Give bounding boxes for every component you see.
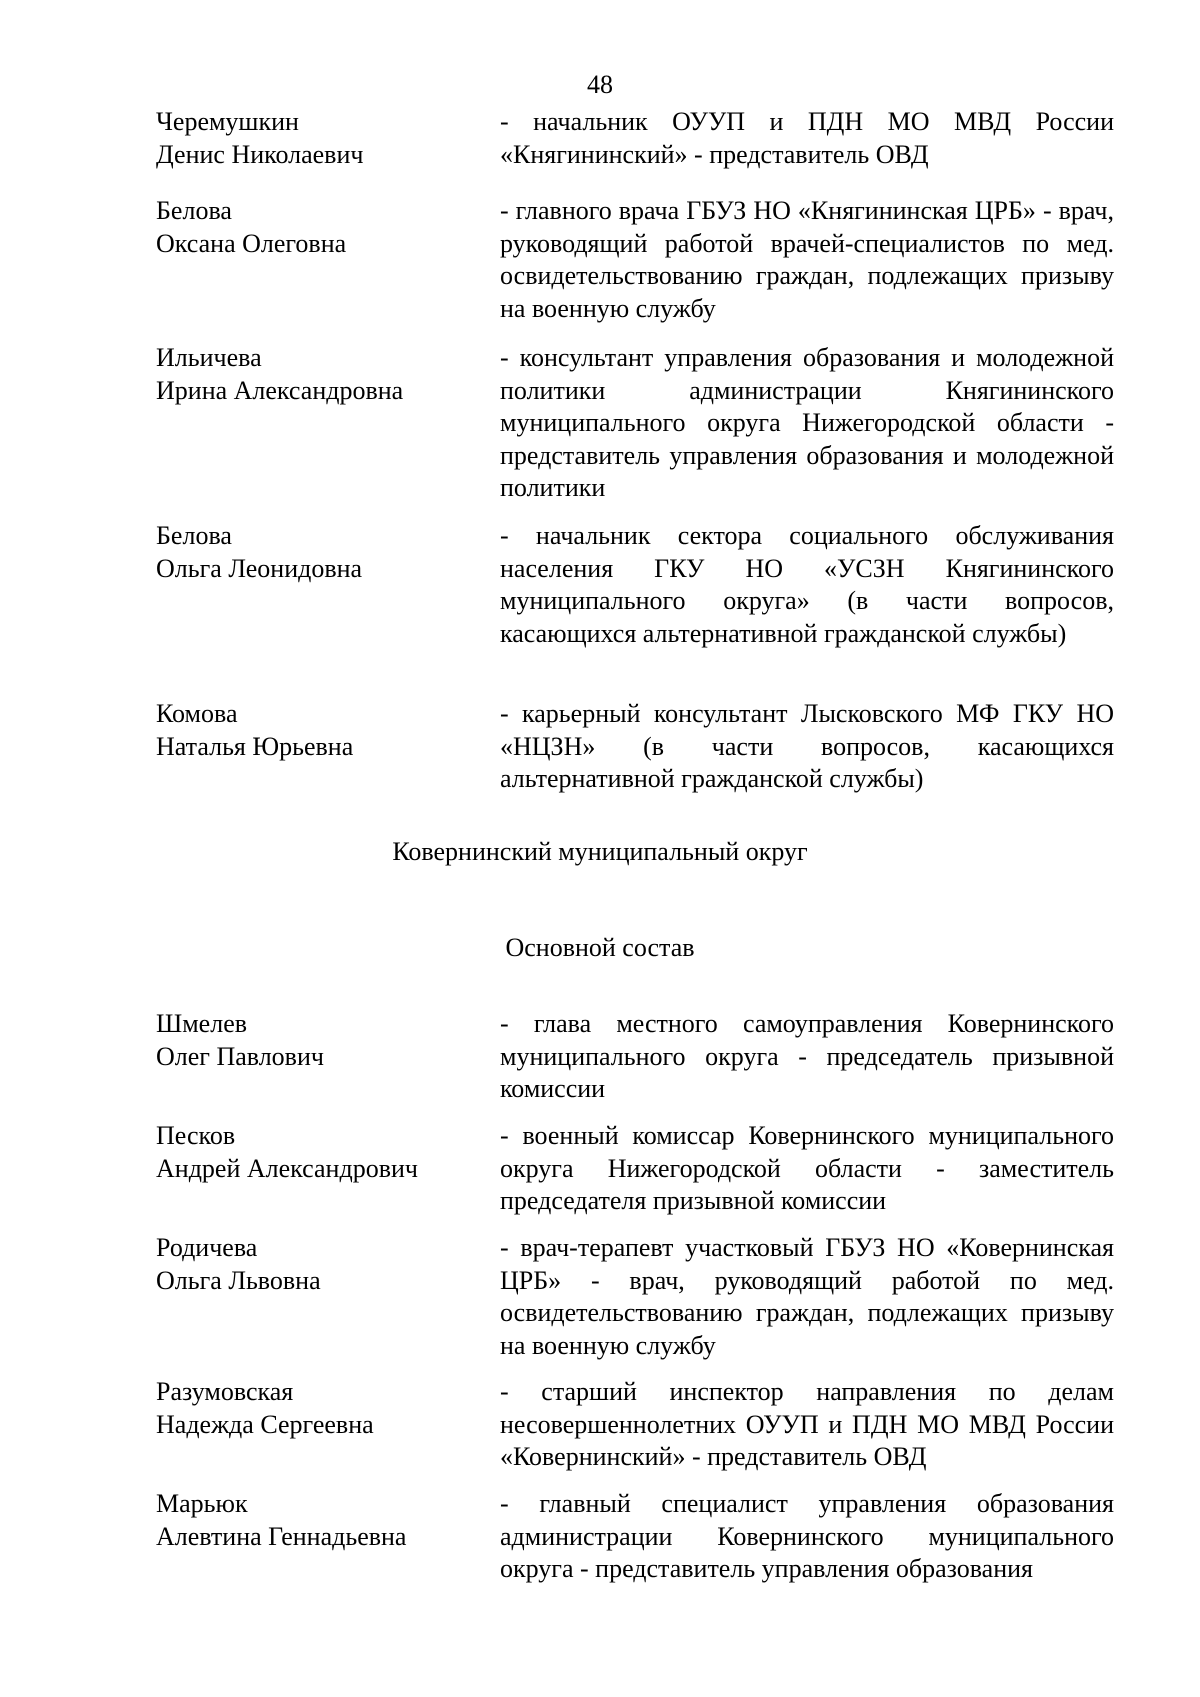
member-surname: Шмелев	[156, 1009, 248, 1038]
member-name	[156, 520, 486, 585]
member-given-names: Ольга Леонидовна	[156, 553, 363, 583]
member-given-names: Надежда Сергеевна	[156, 1409, 374, 1439]
member-surname: Комова	[156, 699, 238, 728]
district-heading: Ковернинский муниципальный округ	[392, 837, 808, 866]
member-given-names: Ольга Львовна	[156, 1265, 321, 1295]
member-name	[156, 342, 486, 407]
member-role: - начальник ОУУП и ПДН МО МВД России «Княгининский» - представитель ОВД	[500, 107, 1114, 169]
member-name	[156, 1376, 486, 1441]
member-role: - главный специалист управления образования администрации Ковернинского муниципального округа - представитель управления образования	[500, 1489, 1114, 1583]
member-surname: Черемушкин	[156, 107, 299, 136]
member-given-names: Олег Павлович	[156, 1041, 324, 1071]
member-surname: Белова	[156, 521, 232, 550]
member-given-names: Андрей Александрович	[156, 1153, 418, 1183]
member-name	[156, 1488, 486, 1553]
page-number: 48	[587, 70, 613, 99]
member-role: - старший инспектор направления по делам несовершеннолетних ОУУП и ПДН МО МВД России «Ковернинский» - представитель ОВД	[500, 1377, 1114, 1471]
member-role: - консультант управления образования и молодежной политики администрации Княгининского муниципального округа Нижегородской области - представитель управления образования и молодежной политики	[500, 343, 1114, 502]
composition-heading: Основной состав	[505, 933, 695, 962]
member-name	[156, 195, 486, 260]
member-surname: Песков	[156, 1121, 236, 1150]
member-surname: Ильичева	[156, 343, 262, 372]
member-given-names: Ирина Александровна	[156, 375, 404, 405]
member-name	[156, 106, 486, 171]
member-surname: Марьюк	[156, 1489, 248, 1518]
member-name	[156, 1120, 486, 1185]
member-name	[156, 1232, 486, 1297]
member-surname: Разумовская	[156, 1377, 294, 1406]
member-role: - главного врача ГБУЗ НО «Княгининская ЦРБ» - врач, руководящий работой врачей-специалистов по мед. освидетельствованию граждан, подлежащих призыву на военную службу	[500, 196, 1114, 323]
member-name	[156, 698, 486, 763]
member-surname: Родичева	[156, 1233, 258, 1262]
member-role: - карьерный консультант Лысковского МФ ГКУ НО «НЦЗН» (в части вопросов, касающихся альтернативной гражданской службы)	[500, 699, 1114, 793]
member-role: - глава местного самоуправления Ковернинского муниципального округа - председатель призывной комиссии	[500, 1009, 1114, 1103]
member-role: - врач-терапевт участковый ГБУЗ НО «Ковернинская ЦРБ» - врач, руководящий работой по мед. освидетельствованию граждан, подлежащих призыву на военную службу	[500, 1233, 1114, 1360]
member-given-names: Алевтина Геннадьевна	[156, 1521, 407, 1551]
member-given-names: Денис Николаевич	[156, 139, 364, 169]
member-role: - начальник сектора социального обслуживания населения ГКУ НО «УСЗН Княгининского муниципального округа» (в части вопросов, касающихся альтернативной гражданской службы)	[500, 521, 1114, 648]
member-name	[156, 1008, 486, 1073]
member-given-names: Оксана Олеговна	[156, 228, 347, 258]
member-role: - военный комиссар Ковернинского муниципального округа Нижегородской области - заместитель председателя призывной комиссии	[500, 1121, 1114, 1215]
member-surname: Белова	[156, 196, 232, 225]
member-given-names: Наталья Юрьевна	[156, 731, 354, 761]
